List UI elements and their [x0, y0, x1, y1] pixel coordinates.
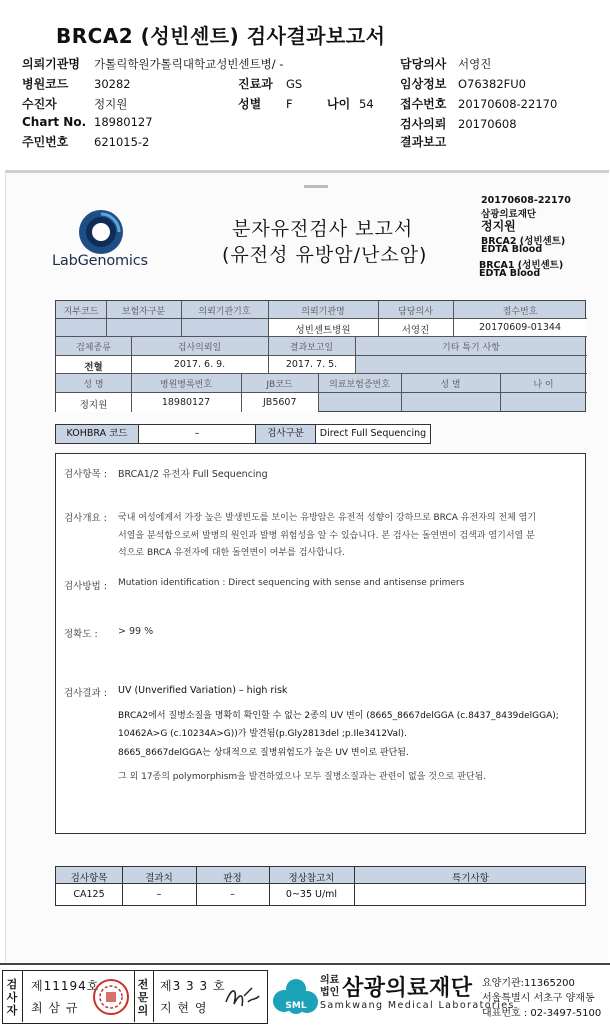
doctor-label: 담당의사: [400, 57, 447, 71]
table-h-item: 검사항목: [70, 873, 108, 884]
grid-h1-branch: 지부코드: [63, 307, 99, 317]
label-line-6: BRCA1 (성빈센트): [479, 260, 564, 271]
report-title: 분자유전검사 보고서: [232, 218, 414, 240]
grid-h3-age: 나 이: [533, 380, 554, 390]
doctor-value: 서영진: [458, 57, 492, 71]
label-line-5: EDTA Blood: [481, 244, 543, 255]
overview-label: 검사개요 :: [64, 513, 107, 524]
grid-h2-specimen: 검체종류: [76, 343, 111, 353]
grid-h2-report-date: 결과보고일: [289, 343, 334, 353]
grid-v2-report-date: 2017. 7. 5.: [285, 359, 338, 370]
clinical-label: 임상정보: [400, 77, 447, 91]
sex-value: F: [286, 97, 293, 111]
address: 서울특별시 서초구 양재동: [482, 993, 595, 1004]
result-line-1: BRCA2에서 질병소질을 명확히 확인할 수 없는 2종의 UV 변이 (8665_8667delGGA (c.8437_8439delGGA);: [118, 711, 559, 721]
handwritten-signature-icon: [222, 982, 262, 1012]
specialist-vertical-label: 전문의: [137, 978, 149, 1017]
specialist-number: 제3 3 3 호: [160, 979, 226, 993]
hospital-code-value: 30282: [94, 77, 131, 91]
corp-name: 삼광의료재단: [342, 976, 473, 1001]
table-v-result: –: [156, 889, 162, 900]
grid-h1-insurer: 보험자구분: [121, 307, 166, 317]
label-line-4: BRCA2 (성빈센트): [481, 236, 566, 247]
meta-hospital-code: [22, 75, 131, 92]
clinical-value: O76382FU0: [458, 77, 526, 91]
scan-edge: [6, 170, 609, 173]
department-value: GS: [286, 77, 303, 91]
specialist-name: 지 현 영: [160, 1001, 208, 1015]
examiner-name: 최 삼 규: [31, 1001, 79, 1015]
test-type-label: 검사구분: [256, 425, 316, 443]
overview-line-3: 석으로 BRCA 유전자에 대한 돌연변이 여부를 검사합니다.: [118, 548, 346, 558]
request-label: 검사의뢰: [400, 117, 447, 131]
meta-chart: [22, 115, 153, 129]
meta-result: [400, 133, 458, 150]
table-h-judgement: 판정: [223, 873, 242, 884]
sml-logo-icon: [272, 975, 320, 1019]
hospital-code-label: 병원코드: [22, 77, 69, 91]
meta-doctor: [400, 55, 491, 72]
kohbra-row: [55, 424, 431, 444]
chart-label: Chart No.: [22, 115, 87, 129]
item-label: 검사항목 :: [64, 469, 107, 480]
corp-prefix-text: 의료법인: [320, 975, 340, 998]
kohbra-value: –: [139, 425, 256, 443]
grid-h1-inst-name: 의뢰기관명: [301, 307, 345, 317]
kohbra-label: KOHBRA 코드: [56, 425, 139, 443]
institution-value: 가톨릭학원가톨릭대학교성빈센트병/ -: [94, 57, 284, 71]
result-label: 결과보고: [400, 135, 447, 149]
labgenomics-logo-icon: [78, 209, 124, 255]
table-h-remarks: 특기사항: [452, 873, 489, 884]
resident-value: 621015-2: [94, 135, 150, 149]
meta-sex: [238, 95, 293, 112]
meta-department: [238, 75, 302, 92]
marker-table: [55, 866, 586, 906]
result-label: 검사결과 :: [64, 688, 107, 699]
grid-v2-request-date: 2017. 6. 9.: [173, 359, 226, 370]
table-v-judgement: –: [230, 889, 235, 900]
grid-h1-inst-code: 의뢰기관기호: [198, 307, 251, 317]
examiner-vertical-label: 검사자: [6, 978, 18, 1017]
table-v-reference: 0~35 U/ml: [285, 889, 338, 900]
info-grid: [55, 300, 586, 412]
grid-v2-specimen: 전혈: [84, 362, 103, 373]
meta-resident: [22, 133, 149, 150]
meta-patient: [22, 95, 127, 112]
age-label: 나이: [327, 97, 351, 111]
grid-h1-doctor: 담당의사: [398, 307, 433, 317]
grid-v1-inst-name: 성빈센트병원: [295, 325, 351, 336]
meta-age: [327, 95, 374, 112]
overview-line-2: 서열을 분석함으로써 발병의 원인과 발병 위험성을 알 수 있습니다. 본 검사는 돌연변이 검색과 염기서열 분: [118, 531, 535, 541]
receipt-label: 접수번호: [400, 97, 447, 111]
grid-h2-request-date: 검사의뢰일: [177, 343, 222, 353]
chart-value: 18980127: [94, 115, 153, 129]
grid-h3-record-no: 병원병록번호: [159, 380, 213, 390]
labgenomics-logo-text: LabGenomics: [52, 253, 148, 269]
result-line-2: 10462A>G (c.10234A>G))가 발견됨(p.Gly2813del ;p.Ile3412Val).: [118, 729, 407, 739]
label-line-1: 20170608-22170: [481, 195, 571, 206]
method-label: 검사방법 :: [64, 581, 107, 592]
phone: 대표번호 : 02-3497-5100: [482, 1008, 602, 1019]
scan-mark: [304, 185, 328, 188]
accuracy-label: 정확도 :: [64, 629, 98, 640]
institution-label: 의뢰기관명: [22, 57, 80, 71]
patient-value: 정지원: [94, 97, 128, 111]
table-h-reference: 정상참고치: [288, 873, 335, 884]
grid-h2-remarks: 기타 특기 사항: [442, 343, 500, 353]
meta-institution: [22, 55, 283, 72]
sml-logo-text: SML: [285, 1001, 307, 1011]
meta-request: [400, 115, 517, 132]
label-line-2: 삼광의료재단: [481, 209, 537, 220]
request-value: 20170608: [458, 117, 517, 131]
grid-v1-doctor: 서영진: [401, 325, 430, 336]
resident-label: 주민번호: [22, 135, 69, 149]
grid-v3-record-no: 18980127: [161, 397, 211, 408]
accuracy-value: > 99 %: [118, 626, 154, 637]
page-title: BRCA2 (성빈센트) 검사결과보고서: [56, 24, 386, 48]
overview-line-1: 국내 여성에게서 가장 높은 발생빈도를 보이는 유방암은 유전적 성향이 강하므로 BRCA 유전자의 전체 염기: [118, 513, 537, 523]
age-value: 54: [359, 97, 374, 111]
grid-v3-jb-code: JB5607: [263, 397, 297, 408]
method-value: Mutation identification : Direct sequencing with sense and antisense primers: [118, 578, 465, 588]
test-type-value: Direct Full Sequencing: [319, 428, 427, 439]
result-line-4: 그 외 17종의 polymorphism을 발견하였으나 모두 질병소질과는 관련이 없을 것으로 판단됨.: [118, 772, 487, 782]
grid-h3-sex: 성 별: [440, 380, 461, 390]
label-line-3: 정지원: [481, 219, 516, 233]
sex-label: 성별: [238, 97, 262, 111]
department-label: 진료과: [238, 77, 273, 91]
report-subtitle: (유전성 유방암/난소암): [222, 244, 428, 266]
result-line-3: 8665_8667delGGA는 상대적으로 질병위험도가 높은 UV 변이로 판단됨.: [118, 748, 409, 758]
table-v-item: CA125: [73, 889, 105, 900]
receipt-value: 20170608-22170: [458, 97, 558, 111]
patient-label: 수진자: [22, 97, 57, 111]
examiner-number: 제11194호: [31, 979, 100, 993]
grid-h3-insurance: 의료보험증번호: [329, 380, 390, 390]
footer-divider: [0, 963, 610, 965]
grid-v3-name: 정지원: [79, 400, 108, 411]
meta-receipt: [400, 95, 557, 112]
grid-v1-receipt: 20170609-01344: [478, 322, 561, 333]
red-seal-stamp-icon: [92, 978, 130, 1016]
grid-h3-jb-code: JB코드: [266, 380, 293, 390]
report-body: [55, 453, 586, 834]
institution-code: 요양기관:11365200: [482, 978, 575, 989]
meta-clinical: [400, 75, 526, 92]
corp-prefix: [320, 975, 342, 999]
item-value: BRCA1/2 유전자 Full Sequencing: [118, 469, 268, 480]
corp-name-en: Samkwang Medical Laboratories: [320, 1000, 515, 1011]
label-line-7: EDTA Blood: [479, 268, 541, 279]
grid-h3-name: 성 명: [83, 380, 104, 390]
grid-h1-receipt: 접수번호: [502, 307, 538, 317]
result-value: UV (Unverified Variation) – high risk: [118, 685, 288, 696]
table-h-result: 결과치: [145, 873, 173, 884]
